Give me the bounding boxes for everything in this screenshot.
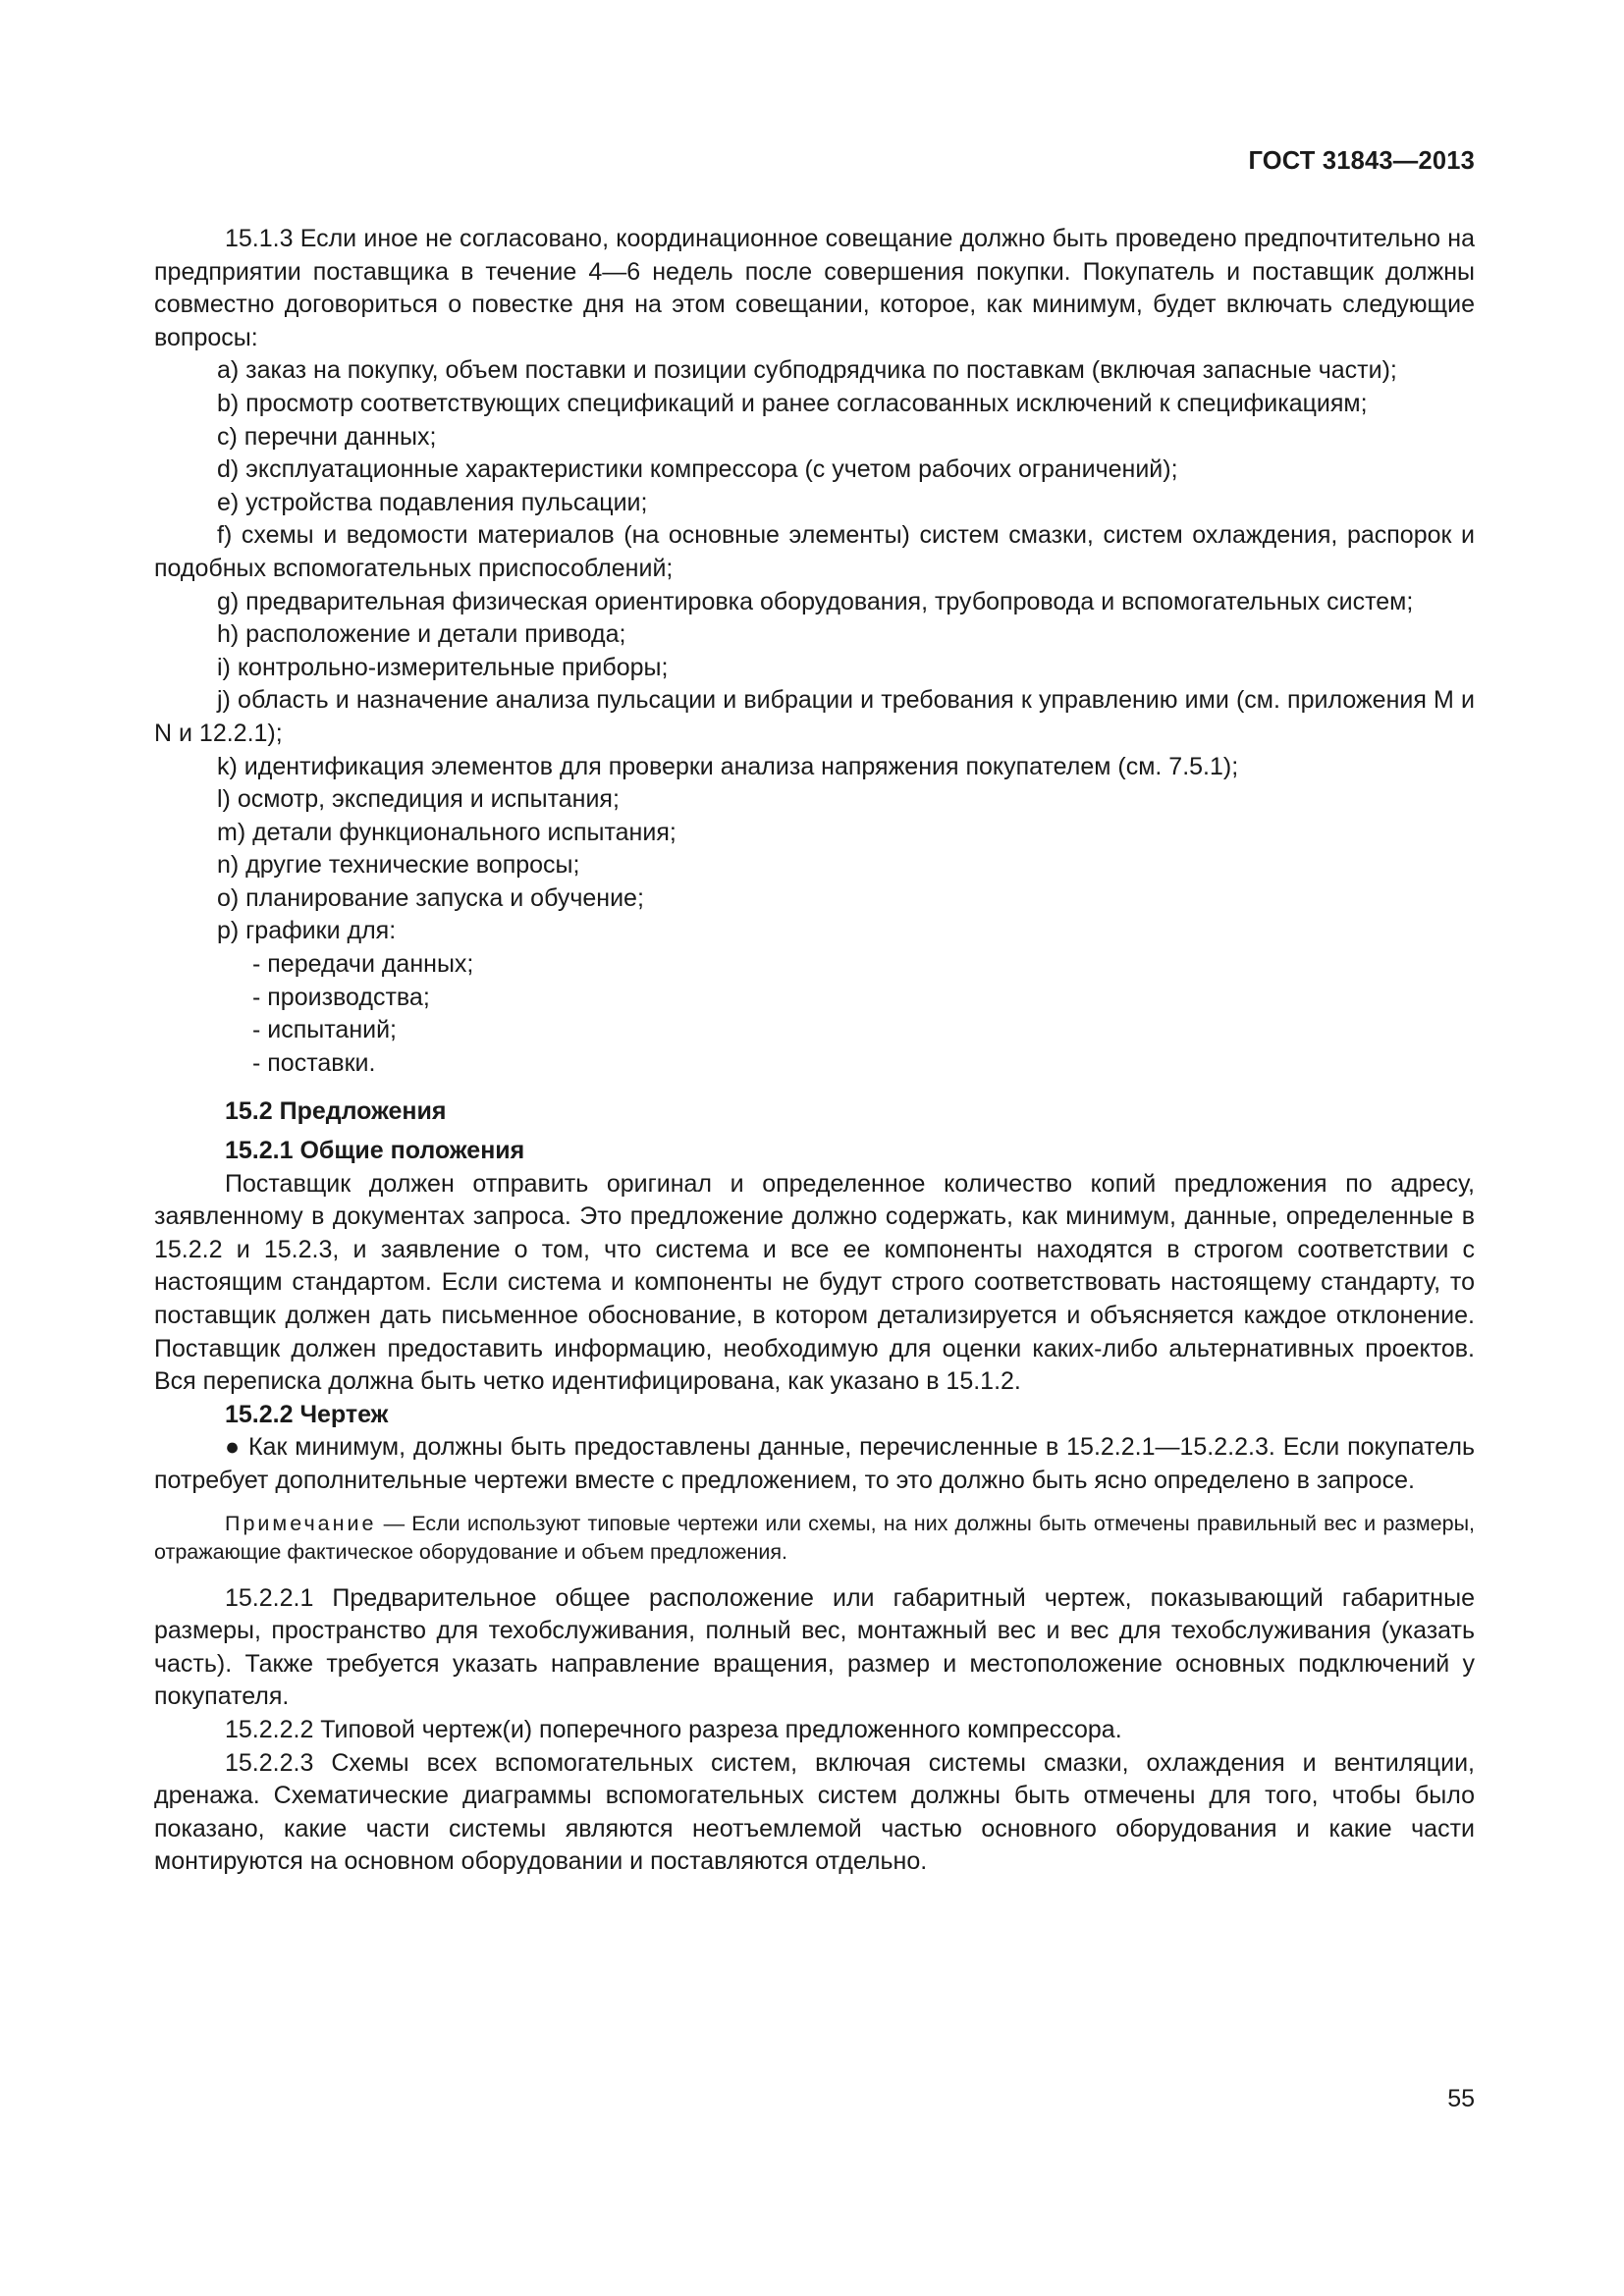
list-item-j: j) область и назначение анализа пульсации и вибрации и требования к управлению ими (см. приложения M и N и 12.2.1); [154,686,1475,747]
list-item-i: i) контрольно-измерительные приборы; [217,653,669,681]
note-text: — Если используют типовые чертежи или схемы, на них должны быть отмечены правильный вес и размеры, отражающие фактическое оборудование и объем предложения. [154,1511,1475,1564]
paragraph-15-2-2-1: 15.2.2.1 Предварительное общее расположение или габаритный чертеж, показывающий габаритные размеры, пространство для техобслуживания, полный вес, монтажный вес и вес для техобслуживания (указать часть). Также требуется указать направление вращения, размер и местоположение основных подключений у покупателя. [154,1583,1475,1711]
list-item-e: e) устройства подавления пульсации; [217,488,648,516]
paragraph-15-2-1: Поставщик должен отправить оригинал и определенное количество копий предложения по адресу, заявленному в документах запроса. Это предложение должно содержать, как минимум, данные, определенные в 15.2.2 и 15.2.3, и заявление о том, что система и все ее компоненты находятся в строгом соответствии с настоящим стандартом. Если система и компоненты не будут строго соответствовать настоящему стандарту, то поставщик должен дать письменное обоснование, в котором детализируется и объясняется каждое отклонение. Поставщик должен предоставить информацию, необходимую для оценки каких-либо альтернативных проектов. Вся переписка должна быть четко идентифицирована, как указано в 15.1.2. [154,1169,1475,1396]
list-item-n: n) другие технические вопросы; [217,851,580,880]
list-item-p: p) графики для: [217,917,397,945]
document-body [154,223,1475,1879]
paragraph-15-2-2-3: 15.2.2.3 Схемы всех вспомогательных систем, включая системы смазки, охлаждения и вентиляции, дренажа. Схематические диаграммы вспомогательных систем должны быть отмечены для того, чтобы было показано, какие части системы являются неотъемлемой частью основного оборудования и какие части монтируются на основном оборудовании и поставляются отдельно. [154,1748,1475,1876]
list-item-h: h) расположение и детали привода; [217,620,626,649]
list-item-d: d) эксплуатационные характеристики компрессора (с учетом рабочих ограничений); [217,455,1178,484]
note-label: Примечание [225,1511,377,1535]
list-item-o: o) планирование запуска и обучение; [217,883,644,912]
list-item-m: m) детали функционального испытания; [217,818,677,846]
heading-15-2-2: 15.2.2 Чертеж [225,1400,389,1428]
paragraph-15-2-2-2: 15.2.2.2 Типовой чертеж(и) поперечного разреза предложенного компрессора. [225,1715,1122,1743]
list-item-c: c) перечни данных; [217,422,437,451]
heading-15-2: 15.2 Предложения [225,1097,447,1126]
sub-item-tests: - испытаний; [252,1016,397,1044]
page-number: 55 [1447,2085,1475,2112]
list-item-b: b) просмотр соответствующих спецификаций и ранее согласованных исключений к спецификациям; [217,389,1368,417]
sub-item-production: - производства; [252,983,430,1011]
list-item-k: k) идентификация элементов для проверки анализа напряжения покупателем (см. 7.5.1); [217,752,1239,780]
sub-item-delivery: - поставки. [252,1048,376,1077]
heading-15-2-1: 15.2.1 Общие положения [225,1137,525,1165]
paragraph-15-1-3: 15.1.3 Если иное не согласовано, координационное совещание должно быть проведено предпочтительно на предприятии поставщика в течение 4—6 недель после совершения покупки. Покупатель и поставщик должны совместно договориться о повестке дня на этом совещании, которое, как минимум, будет включать следующие вопросы: [154,225,1475,351]
list-item-l: l) осмотр, экспедиция и испытания; [217,785,620,814]
document-code-header: ГОСТ 31843—2013 [1248,147,1475,175]
list-item-g: g) предварительная физическая ориентировка оборудования, трубопровода и вспомогательных систем; [217,587,1414,615]
sub-item-data-transfer: - передачи данных; [252,950,474,979]
paragraph-15-2-2: ● Как минимум, должны быть предоставлены данные, перечисленные в 15.2.2.1—15.2.2.3. Если покупатель потребует дополнительные чертежи вместе с предложением, то это должно быть ясно определено в запросе. [154,1433,1475,1494]
list-item-f: f) схемы и ведомости материалов (на основные элементы) систем смазки, систем охлаждения, распорок и подобных вспомогательных приспособлений; [154,521,1475,582]
list-item-a: a) заказ на покупку, объем поставки и позиции субподрядчика по поставкам (включая запасные части); [217,356,1397,385]
note [154,1510,1475,1567]
